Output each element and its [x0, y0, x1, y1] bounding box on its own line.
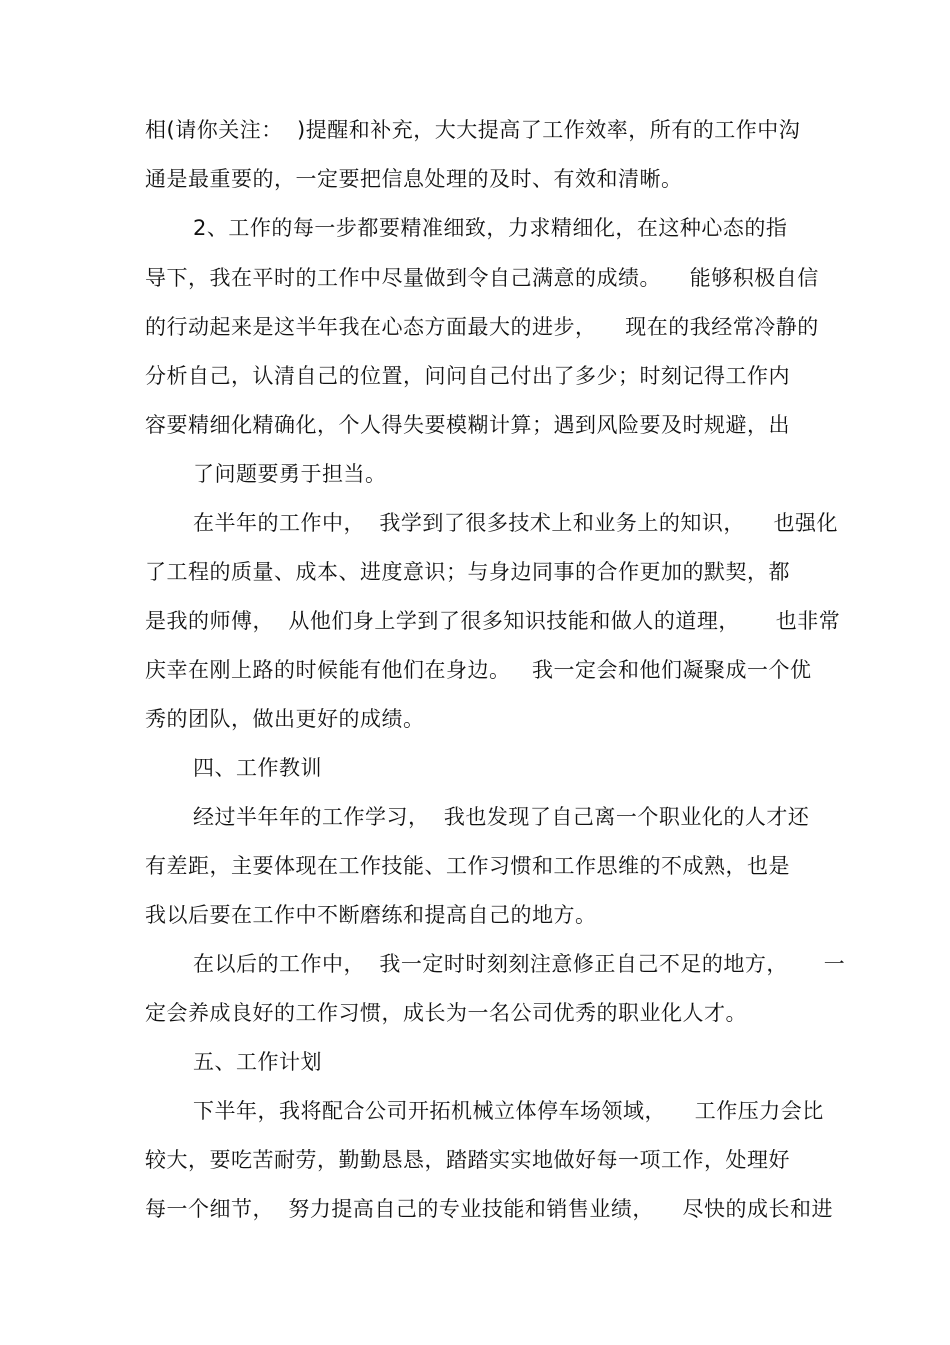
text-line: 下半年，我将配合公司开拓机械立体停车场领域， 工作压力会比 — [193, 1099, 824, 1123]
text-line: 是我的师傅， 从他们身上学到了很多知识技能和做人的道理， 也非常 — [145, 609, 841, 633]
text-line: 了问题要勇于担当。 — [193, 462, 387, 486]
text-line: 分析自己，认清自己的位置，问问自己付出了多少；时刻记得工作内 — [145, 364, 790, 388]
text-line: 秀的团队，做出更好的成绩。 — [145, 707, 425, 731]
text-line: 有差距，主要体现在工作技能、工作习惯和工作思维的不成熟，也是 — [145, 854, 790, 878]
text-line: 通是最重要的，一定要把信息处理的及时、有效和清晰。 — [145, 167, 683, 191]
text-line: 定会养成良好的工作习惯，成长为一名公司优秀的职业化人才。 — [145, 1001, 747, 1025]
text-line: 在半年的工作中， 我学到了很多技术上和业务上的知识， 也强化 — [193, 511, 839, 535]
text-line: 相(请你关注： )提醒和补充，大大提高了工作效率，所有的工作中沟 — [145, 118, 801, 142]
section-heading: 五、工作计划 — [193, 1050, 322, 1074]
section-heading: 四、工作教训 — [193, 756, 322, 780]
text-line: 的行动起来是这半年我在心态方面最大的进步， 现在的我经常冷静的 — [145, 315, 819, 339]
text-line: 我以后要在工作中不断磨练和提高自己的地方。 — [145, 903, 597, 927]
text-line: 每一个细节， 努力提高自己的专业技能和销售业绩， 尽快的成长和进 — [145, 1197, 834, 1221]
text-line: 在以后的工作中， 我一定时时刻刻注意修正自己不足的地方， 一 — [193, 952, 846, 976]
text-line: 2、工作的每一步都要精准细致，力求精细化，在这种心态的指 — [193, 216, 788, 240]
text-line: 了工程的质量、成本、进度意识；与身边同事的合作更加的默契，都 — [145, 560, 790, 584]
text-line: 容要精细化精确化，个人得失要模糊计算；遇到风险要及时规避，出 — [145, 413, 790, 437]
text-line: 导下，我在平时的工作中尽量做到令自己满意的成绩。 能够积极自信 — [145, 266, 819, 290]
text-line: 庆幸在刚上路的时候能有他们在身边。 我一定会和他们凝聚成一个优 — [145, 658, 812, 682]
text-line: 经过半年年的工作学习， 我也发现了自己离一个职业化的人才还 — [193, 805, 810, 829]
text-line: 较大，要吃苦耐劳，勤勤恳恳，踏踏实实地做好每一项工作，处理好 — [145, 1148, 790, 1172]
